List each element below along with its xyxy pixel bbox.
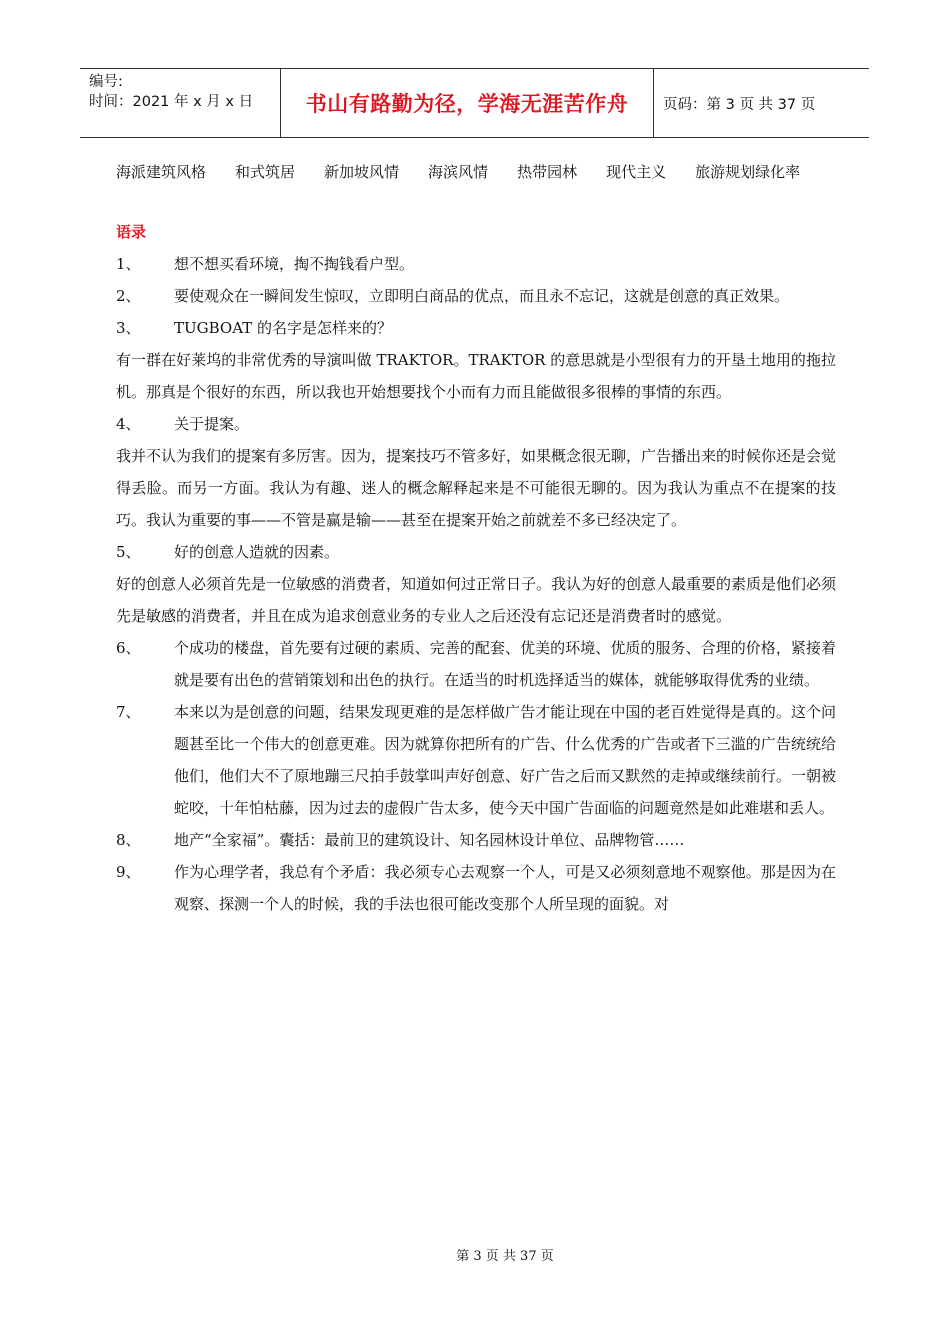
keyword: 和式筑居: [235, 163, 296, 181]
item-text: 关于提案。: [174, 415, 250, 433]
quote-item: [116, 856, 836, 920]
keyword: 海派建筑风格: [116, 163, 207, 181]
item-text: 作为心理学者，我总有个矛盾：我必须专心去观察一个人，可是又必须刻意地不观察他。那是因为在观察、探测一个人的时候，我的手法也很可能改变那个人所呈现的面貌。对: [174, 863, 836, 913]
item-text: 地产“全家福”。囊括：最前卫的建筑设计、知名园林设计单位、品牌物管……: [174, 831, 685, 849]
keyword-list: [116, 156, 836, 188]
section-title: 语录: [116, 223, 147, 241]
item-text: 好的创意人造就的因素。: [174, 543, 340, 561]
keyword: 旅游规划: [695, 163, 756, 181]
page-header: [80, 68, 869, 138]
item-text: 想不想买看环境，掏不掏钱看户型。: [174, 255, 415, 273]
paragraph: 有一群在好莱坞的非常优秀的导演叫做 TRAKTOR。TRAKTOR 的意思就是小型很有力的开垦土地用的拖拉机。那真是个很好的东西，所以我也开始想要找个小而有力而且能做很多很棒的事情的东西。: [116, 351, 836, 401]
item-number: 7、: [116, 703, 141, 721]
item-text: 个成功的楼盘，首先要有过硬的素质、完善的配套、优美的环境、优质的服务、合理的价格，紧接着就是要有出色的营销策划和出色的执行。在适当的时机选择适当的媒体，就能够取得优秀的业绩。: [174, 639, 836, 689]
item-number: 4、: [116, 415, 141, 433]
paragraph: 好的创意人必须首先是一位敏感的消费者，知道如何过正常日子。我认为好的创意人最重要的素质是他们必须先是敏感的消费者，并且在成为追求创意业务的专业人之后还没有忘记还是消费者时的感觉。: [116, 575, 837, 625]
keyword: 新加坡风情: [324, 163, 400, 181]
paragraph: 我并不认为我们的提案有多厉害。因为，提案技巧不管多好，如果概念很无聊，广告播出来的时候你还是会觉得丢脸。而另一方面。我认为有趣、迷人的概念解释起来是不可能很无聊的。因为我认为重点不在提案的技巧。我认为重要的事——不管是赢是输——甚至在提案开始之前就差不多已经决定了。: [116, 447, 837, 529]
item-number: 1、: [116, 255, 141, 273]
quote-item: [116, 312, 836, 344]
quote-item: [116, 632, 836, 696]
item-text: 本来以为是创意的问题，结果发现更难的是怎样做广告才能让现在中国的老百姓觉得是真的。这个问题甚至比一个伟大的创意更难。因为就算你把所有的广告、什么优秀的广告或者下三滥的广告统统给他们，他们大不了原地蹦三尺拍手鼓掌叫声好创意、好广告之后而又默然的走掉或继续前行。一朝被蛇咬，十年怕枯藤，因为过去的虚假广告太多，使今天中国广告面临的问题竟然是如此难堪和丢人。: [174, 703, 836, 817]
keyword: 绿化率: [755, 163, 801, 181]
item-number: 5、: [116, 543, 141, 561]
item-number: 2、: [116, 287, 141, 305]
quote-item: [116, 696, 836, 824]
item-number: 6、: [116, 639, 141, 657]
quote-item: [116, 280, 836, 312]
page-footer: 第 3 页 共 37 页: [456, 1249, 554, 1264]
serial-label: 编号:: [89, 74, 123, 90]
header-motto: 书山有路勤为径，学海无涯苦作舟: [281, 69, 654, 137]
item-number: 9、: [116, 863, 141, 881]
quote-item: [116, 824, 836, 856]
item-text: TUGBOAT 的名字是怎样来的？: [174, 319, 393, 337]
keyword: 海滨风情: [428, 163, 489, 181]
quote-item: [116, 536, 836, 568]
quote-item: [116, 408, 836, 440]
header-page-number: 页码：第 3 页 共 37 页: [663, 96, 816, 113]
quote-item: [116, 248, 836, 280]
keyword: 热带园林: [517, 163, 578, 181]
header-meta: [80, 69, 281, 137]
keyword: 现代主义: [606, 163, 667, 181]
item-number: 3、: [116, 319, 141, 337]
item-number: 8、: [116, 831, 141, 849]
item-text: 要使观众在一瞬间发生惊叹，立即明白商品的优点，而且永不忘记，这就是创意的真正效果。: [174, 287, 790, 305]
document-body: [116, 156, 836, 920]
time-label: 时间：2021 年 x 月 x 日: [89, 94, 254, 110]
